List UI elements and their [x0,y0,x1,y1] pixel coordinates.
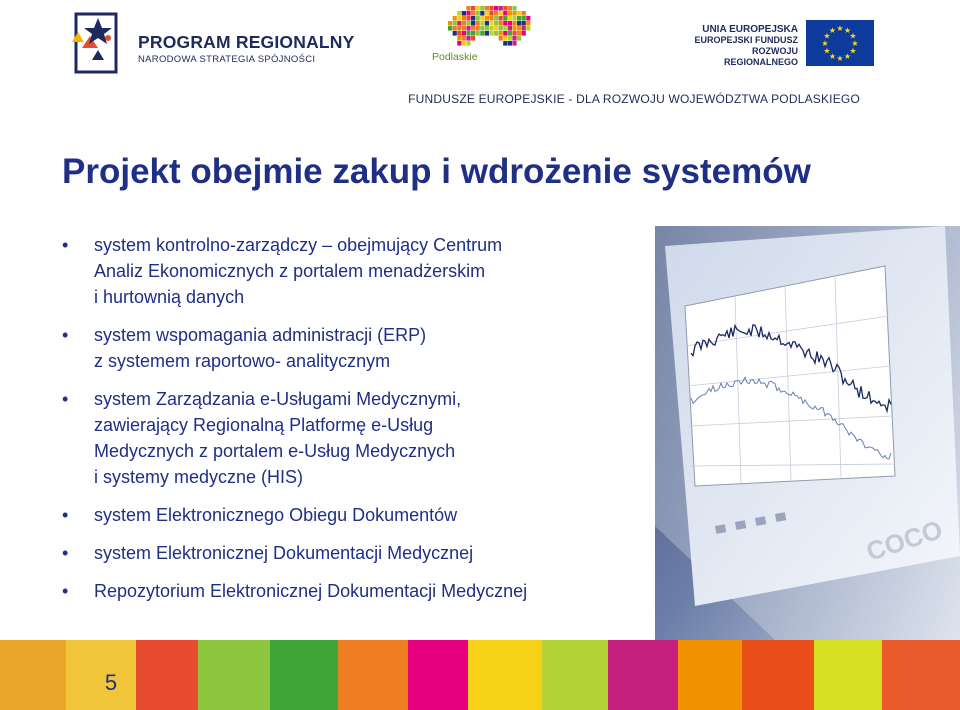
footer-color-strip [0,640,960,710]
monitor-chart-photo [655,226,960,640]
footer-color-block [742,640,814,710]
mosaic-tile [503,26,507,31]
mosaic-tile [512,16,516,21]
eu-line-3: ROZWOJU REGIONALNEGO [723,46,798,67]
program-regionalny-logo [68,8,358,78]
tagline: FUNDUSZE EUROPEJSKIE - DLA ROZWOJU WOJEWÓDZTWA PODLASKIEGO [408,92,860,106]
mosaic-tile [522,31,526,36]
mosaic-tile [489,16,493,21]
mosaic-tile [471,26,475,31]
bullet-text-line: system Zarządzania e-Usługami Medycznymi, [94,389,462,409]
mosaic-tile [508,6,512,11]
eu-star-icon: ★ [843,26,852,36]
mosaic-tile [457,21,461,26]
photo-screen-text: COCO [862,514,947,567]
bullet-item [60,502,650,528]
eu-line-2: EUROPEJSKI FUNDUSZ [694,35,798,45]
mosaic-tile [466,41,470,46]
bullet-text-line: Medycznych z portalem e-Usług Medycznych [94,441,456,461]
mosaic-tile [471,16,475,21]
mosaic-tile [471,21,475,26]
mosaic-tile [522,21,526,26]
slide-title: Projekt obejmie zakup i wdrożenie systemów [62,152,811,191]
mosaic-tile [522,11,526,16]
mosaic-tile [526,16,530,21]
mosaic-tile [462,11,466,16]
footer-color-block [338,640,408,710]
mosaic-tile [462,41,466,46]
mosaic-tile [476,6,480,11]
footer-color-block [198,640,270,710]
mosaic-tile [508,21,512,26]
mosaic-tile [494,31,498,36]
mosaic-tile [466,26,470,31]
mosaic-tile [503,31,507,36]
mosaic-tile [512,41,516,46]
mosaic-tile [517,11,521,16]
mosaic-tile [457,16,461,21]
mosaic-tile [485,21,489,26]
bullet-marker: • [62,235,69,255]
eu-star-icon: ★ [823,46,831,56]
mosaic-tile [508,16,512,21]
bullet-text-line: system wspomagania administracji (ERP) [94,325,427,345]
footer-color-block [468,640,542,710]
eu-fund-label [680,24,798,68]
mosaic-tile [489,26,493,31]
bullet-item [60,540,650,566]
mosaic-tile [457,31,461,36]
mosaic-tile [448,21,452,26]
mosaic-tile [517,26,521,31]
mosaic-tile [503,41,507,46]
mosaic-tile [512,11,516,16]
program-subtitle: NARODOWA STRATEGIA SPÓJNOŚCI [138,54,316,65]
mosaic-tile [466,16,470,21]
mosaic-tile [499,26,503,31]
mosaic-tile [499,31,503,36]
region-name: Podlaskie [432,51,478,63]
mosaic-tile [489,31,493,36]
mosaic-tile [485,31,489,36]
mosaic-tile [480,16,484,21]
mosaic-tile [476,11,480,16]
mosaic-tile [503,11,507,16]
eu-star-icon: ★ [849,31,857,41]
mosaic-tile [476,21,480,26]
mosaic-tile [471,6,475,11]
footer-color-block [136,640,198,710]
bullet-text-line: zawierający Regionalną Platformę e-Usług [94,415,434,435]
mosaic-tile [489,21,493,26]
mosaic-tile [471,11,475,16]
bullet-text-line: Analiz Ekonomicznych z portalem menadżerskim [94,261,486,281]
mosaic-tile [462,21,466,26]
mosaic-tile [457,41,461,46]
mosaic-tile [499,11,503,16]
mosaic-tile [457,11,461,16]
mosaic-tile [517,16,521,21]
bullet-marker: • [62,389,69,409]
mosaic-tile [499,36,503,41]
mosaic-tile [503,21,507,26]
mosaic-tile [476,16,480,21]
mosaic-tile [494,16,498,21]
mosaic-tile [512,31,516,36]
bullet-item [60,578,650,604]
mosaic-tile [485,26,489,31]
mosaic-tile [480,26,484,31]
mosaic-tile [480,11,484,16]
mosaic-tile [508,41,512,46]
eu-star-icon: ★ [823,31,831,41]
mosaic-tile [462,36,466,41]
mosaic-tile [466,6,470,11]
bullet-list [60,232,650,604]
mosaic-tile [457,36,461,41]
footer-color-block [608,640,678,710]
eu-star-icon: ★ [849,46,857,56]
header [0,0,960,118]
mosaic-tile [512,26,516,31]
mosaic-tile [480,31,484,36]
mosaic-tile [503,6,507,11]
mosaic-tile [522,26,526,31]
mosaic-tile [480,6,484,11]
mosaic-tile [522,16,526,21]
mosaic-tile [508,31,512,36]
footer-color-block [408,640,468,710]
mosaic-tile [448,26,452,31]
bullet-text-line: z systemem raportowo- analitycznym [94,351,391,371]
podlaskie-bison-mosaic-icon [448,6,558,50]
mosaic-tile [517,36,521,41]
footer-color-block [678,640,742,710]
bullet-text-line: i hurtownią danych [94,287,245,307]
mosaic-tile [453,31,457,36]
bullet-marker: • [62,325,69,345]
mosaic-tile [457,26,461,31]
eu-flag-icon [806,20,874,66]
program-title: PROGRAM REGIONALNY [138,32,355,52]
mosaic-tile [471,36,475,41]
bullet-text-line: system kontrolno-zarządczy – obejmujący Centrum [94,235,503,255]
mosaic-tile [499,21,503,26]
bullet-marker: • [62,581,69,601]
mosaic-tile [503,16,507,21]
page-number: 5 [104,670,118,695]
mosaic-tile [485,16,489,21]
mosaic-tile [471,31,475,36]
eu-star-icon: ★ [836,54,844,63]
eu-star-icon: ★ [836,24,844,33]
mosaic-tile [466,36,470,41]
mosaic-tile [508,36,512,41]
eu-star-icon: ★ [828,51,837,61]
bullet-marker: • [62,543,69,563]
mosaic-tile [466,31,470,36]
eu-line-1: UNIA EUROPEJSKA [702,24,798,35]
mosaic-tile [517,21,521,26]
eu-star-icon: ★ [821,39,829,48]
bullet-marker: • [62,505,69,525]
footer-color-block [270,640,338,710]
mosaic-tile [526,21,530,26]
podlaskie-logo [428,6,538,66]
mosaic-tile [453,21,457,26]
bullet-text-line: Repozytorium Elektronicznej Dokumentacji Medycznej [94,581,528,601]
bullet-item [60,232,650,310]
mosaic-tile [503,36,507,41]
footer-color-block [814,640,882,710]
program-regionalny-emblem-icon [68,8,130,78]
mosaic-tile [476,31,480,36]
bullet-text-line: system Elektronicznego Obiegu Dokumentów [94,505,458,525]
mosaic-tile [485,11,489,16]
mosaic-tile [466,11,470,16]
mosaic-tile [499,6,503,11]
mosaic-tile [489,11,493,16]
footer-color-block [882,640,960,710]
mosaic-tile [480,21,484,26]
mosaic-tile [508,26,512,31]
footer-color-block [542,640,608,710]
mosaic-tile [462,31,466,36]
mosaic-tile [499,16,503,21]
bullet-item [60,386,650,490]
mosaic-tile [494,6,498,11]
mosaic-tile [453,26,457,31]
mosaic-tile [485,6,489,11]
bullet-text-line: i systemy medyczne (HIS) [94,467,304,487]
footer-color-block [0,640,66,710]
mosaic-tile [494,11,498,16]
mosaic-tile [526,26,530,31]
mosaic-tile [512,36,516,41]
mosaic-tile [453,16,457,21]
mosaic-tile [476,26,480,31]
mosaic-tile [508,11,512,16]
mosaic-tile [494,26,498,31]
eu-star-icon: ★ [843,51,852,61]
bullet-item [60,322,650,374]
bullet-text-line: system Elektronicznej Dokumentacji Medycznej [94,543,474,563]
mosaic-tile [462,16,466,21]
mosaic-tile [489,6,493,11]
mosaic-tile [517,31,521,36]
mosaic-tile [494,21,498,26]
eu-star-icon: ★ [828,26,837,36]
mosaic-tile [512,21,516,26]
eu-star-icon: ★ [851,39,859,48]
mosaic-tile [512,6,516,11]
mosaic-tile [466,21,470,26]
mosaic-tile [462,26,466,31]
